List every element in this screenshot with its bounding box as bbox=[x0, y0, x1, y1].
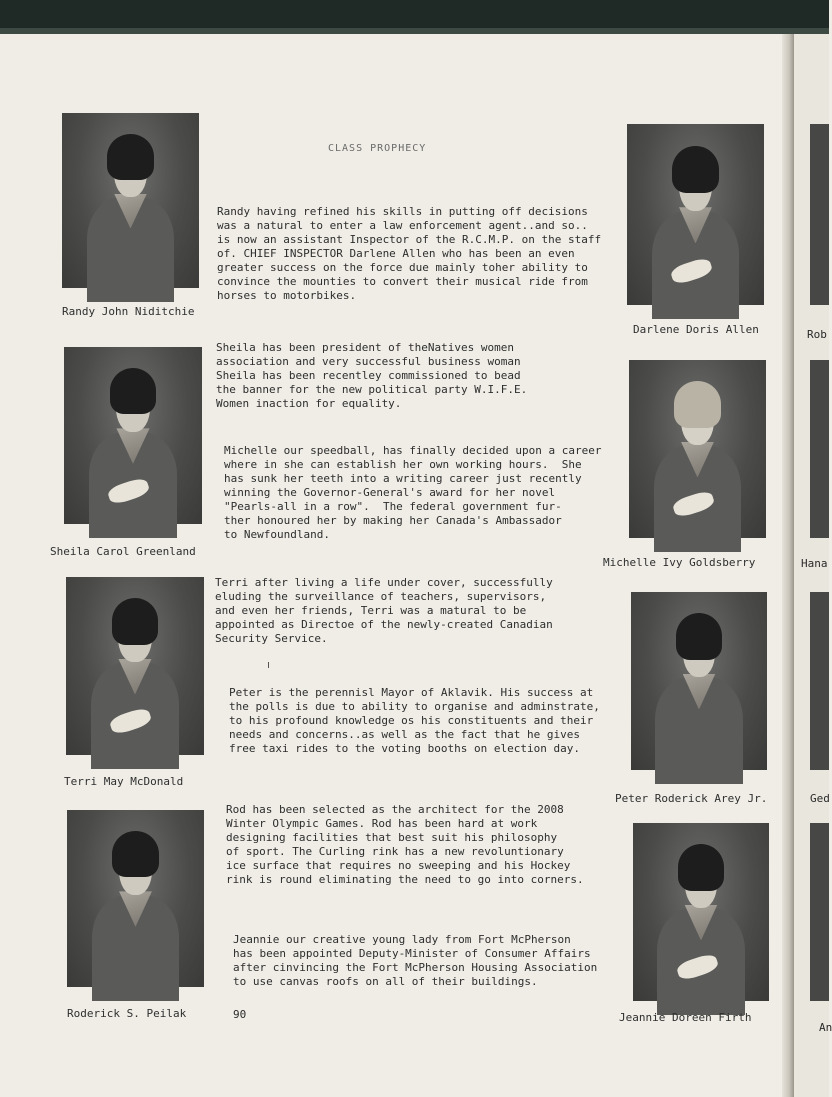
student-name-darlene: Darlene Doris Allen bbox=[633, 323, 759, 336]
student-photo-sheila bbox=[64, 347, 202, 524]
student-name-sheila: Sheila Carol Greenland bbox=[50, 545, 196, 558]
adjacent-caption-1: Rob bbox=[807, 328, 827, 341]
adjacent-caption-4: An bbox=[819, 1021, 832, 1034]
student-name-michelle: Michelle Ivy Goldsberry bbox=[603, 556, 756, 569]
student-photo-darlene bbox=[627, 124, 764, 305]
adjacent-caption-2: Hana bbox=[801, 557, 828, 570]
student-photo-peter bbox=[631, 592, 767, 770]
student-name-jeannie: Jeannie Doreen Firth bbox=[619, 1011, 752, 1024]
page-number: 90 bbox=[233, 1008, 247, 1021]
prophecy-michelle: Michelle our speedball, has finally decided upon a career where in she can establish her own working hours. She has sunk her teeth into a writing career just recently winning the Governor-General's award for her novel "Pearls-all in a row". The federal government fur- ther honoured her by making her Canada's Ambassador to Newfoundland. bbox=[224, 444, 602, 541]
student-photo-michelle bbox=[629, 360, 766, 538]
book-gutter bbox=[782, 34, 794, 1097]
student-name-terri: Terri May McDonald bbox=[64, 775, 184, 788]
student-photo-randy bbox=[62, 113, 199, 288]
adjacent-photo-1 bbox=[810, 124, 829, 305]
prophecy-sheila: Sheila has been president of theNatives women association and very successful business woman Sheila has been recentley commissioned to bead the banner for the new political party W.I.F.E. Women inaction for equality. bbox=[216, 341, 528, 410]
prophecy-jeannie: Jeannie our creative young lady from Fort McPherson has been appointed Deputy-Minister of Consumer Affairs after cinvincing the Fort McPherson Housing Association to use canvas roofs on all of their buildings. bbox=[233, 933, 598, 988]
prophecy-randy: Randy having refined his skills in putting off decisions was a natural to enter a law enforcement agent..and so.. is now an assistant Inspector of the R.C.M.P. on the staff of. CHIEF INSPECTOR Darlene Allen who has been an even greater success on the force due mainly toher ability to convince the mounties to convert their musical ride from horses to motorbikes. bbox=[217, 205, 602, 302]
adjacent-caption-3: Ged bbox=[810, 792, 830, 805]
student-name-peter: Peter Roderick Arey Jr. bbox=[615, 792, 768, 805]
page-title: CLASS PROPHECY bbox=[328, 143, 427, 154]
page-top-edge bbox=[0, 0, 829, 34]
adjacent-photo-2 bbox=[810, 360, 829, 538]
student-name-roderick: Roderick S. Peilak bbox=[67, 1007, 187, 1020]
prophecy-peter: Peter is the perennisl Mayor of Aklavik. His success at the polls is due to ability to organise and adminstrate, to his profound knowledge os his constituents and their needs and concerns..as well as the fact that he gives free taxi rides to the voting booths on election day. bbox=[229, 686, 600, 755]
adjacent-photo-3 bbox=[810, 592, 829, 770]
student-photo-terri bbox=[66, 577, 204, 755]
student-photo-jeannie bbox=[633, 823, 769, 1001]
student-photo-roderick bbox=[67, 810, 204, 987]
prophecy-terri: Terri after living a life under cover, successfully eluding the surveillance of teachers, supervisors, and even her friends, Terri was a matural to be appointed as Directoe of the newly-created Canadian Security Service. bbox=[215, 576, 553, 645]
prophecy-rod: Rod has been selected as the architect for the 2008 Winter Olympic Games. Rod has been hard at work designing facilities that best suit his philosophy of sport. The Curling rink has a new revoluntionary ice surface that requires no sweeping and his Hockey rink is round eliminating the need to go into corners. bbox=[226, 803, 584, 886]
adjacent-photo-4 bbox=[810, 823, 829, 1001]
stray-mark bbox=[268, 662, 269, 668]
student-name-randy: Randy John Niditchie bbox=[62, 305, 195, 318]
